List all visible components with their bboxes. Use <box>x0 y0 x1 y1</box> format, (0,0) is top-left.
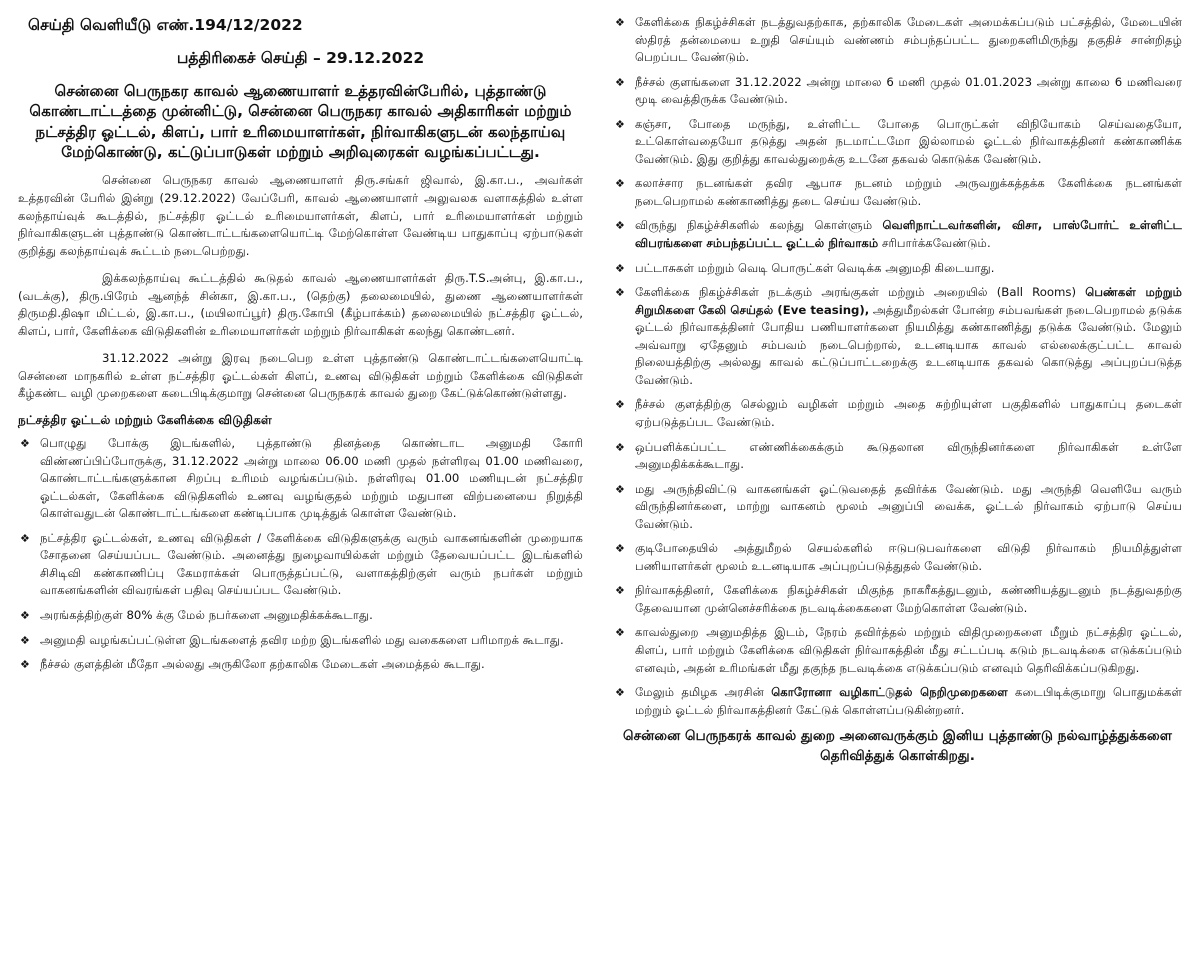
list-item: ❖ காவல்துறை அனுமதித்த இடம், நேரம் தவிர்த்தல் மற்றும் விதிமுறைகளை மீறும் நட்சத்திர ஓட்டல், கிளப், பார் மற்றும் கேளிக்கை விடுதிகள் நிர்வாகத்தின் மீது சட்டப்படி கடும் நடவடிக்கை எடுக்கப்படும் எனவும், அதன் உரிமங்கள் மீது தகுந்த நடவடிக்கை எடுக்கப்படும் எனவும் தெரிவிக்கப்படுகிறது. <box>613 624 1182 677</box>
diamond-bullet-icon: ❖ <box>615 584 625 598</box>
diamond-bullet-icon: ❖ <box>615 16 625 29</box>
list-item: ❖ நிர்வாகத்தினர், கேளிக்கை நிகழ்ச்சிகள் மிகுந்த நாகரீகத்துடனும், கண்ணியத்துடனும் நடத்துவதற்கு தேவையான முன்னெச்சரிக்கை நடவடிக்கைகளை மேற்கொள்ள வேண்டும். <box>613 582 1182 617</box>
list-item: ❖ மேலும் தமிழக அரசின் கொரோனா வழிகாட்டுதல் நெறிமுறைகளை கடைபிடிக்குமாறு பொதுமக்கள் மற்றும் ஓட்டல் நிர்வாகத்தினர் கேட்டுக் கொள்ளப்படுகின்றனர். <box>613 684 1182 719</box>
diamond-bullet-icon: ❖ <box>615 626 625 640</box>
diamond-bullet-icon: ❖ <box>20 633 30 647</box>
diamond-bullet-icon: ❖ <box>615 75 625 89</box>
diamond-bullet-icon: ❖ <box>20 658 30 672</box>
headline: சென்னை பெருநகர காவல் ஆணையாளர் உத்தரவின்பேரில், புத்தாண்டு கொண்டாட்டத்தை முன்னிட்டு, சென்னை பெருநகர காவல் அதிகாரிகள் மற்றும் நட்சத்திர ஓட்டல், கிளப், பார் உரிமையாளர்கள், நிர்வாகிகளுடன் கலந்தாய்வு மேற்கொண்டு, கட்டுப்பாடுகள் மற்றும் அறிவுரைகள் வழங்கப்பட்டது. <box>29 82 572 162</box>
list-item: ❖ அரங்கத்திற்குள் 80% க்கு மேல் நபர்களை அனுமதிக்கக்கூடாது. <box>18 607 583 625</box>
diamond-bullet-icon: ❖ <box>615 219 625 233</box>
list-item: ❖ ஒப்பளிக்கப்பட்ட எண்ணிக்கைக்கும் கூடுதலான விருந்தினர்களை நிர்வாகிகள் உள்ளே அனுமதிக்கக்கூடாது. <box>613 439 1182 474</box>
list-item: ❖ மது அருந்திவிட்டு வாகனங்கள் ஓட்டுவதைத் தவிர்க்க வேண்டும். மது அருந்தி வெளியே வரும் விருந்தினர்களை, மாற்று வாகனம் மூலம் அனுப்பி வைக்க, ஓட்டல் நிர்வாகம் ஏற்பாடு செய்ய வேண்டும். <box>613 481 1182 534</box>
list-item: ❖ பொழுது போக்கு இடங்களில், புத்தாண்டு தினத்தை கொண்டாட அனுமதி கோரி விண்ணப்பிப்போருக்கு, 31.12.2022 அன்று மாலை 06.00 மணி முதல் நள்ளிரவு 01.00 மணிவரை, கொண்டாட்டங்களுக்கான சிறப்பு உரிமம் வழங்கப்படும். நள்ளிரவு 01.00 மணியுடன் நட்சத்திர ஓட்டல்கள், கேளிக்கை விடுதிகளில் உணவு வழங்குதல் மற்றும் மதுபான விற்பனையை நிறுத்தி கொள்வதுடன் கொண்டாட்டங்களை கண்டிப்பாக முடித்துக் கொள்ள வேண்டும். <box>18 435 583 523</box>
right-column <box>597 14 1182 951</box>
list-item: ❖ குடிபோதையில் அத்துமீறல் செயல்களில் ஈடுபடுபவர்களை விடுதி நிர்வாகம் நியமித்துள்ள பணியாளர்கள் மூலம் உடனடியாக அப்புறப்படுத்துதல் வேண்டும். <box>613 540 1182 575</box>
diamond-bullet-icon: ❖ <box>615 398 625 412</box>
diamond-bullet-icon: ❖ <box>615 261 625 275</box>
list-item: ❖ கேளிக்கை நிகழ்ச்சிகள் நடக்கும் அரங்குகள் மற்றும் அறையில் (Ball Rooms) பெண்கள் மற்றும் சிறுமிகளை கேலி செய்தல் (Eve teasing), அத்துமீறல்கள் போன்ற சம்பவங்கள் நடைபெறாமல் தடுக்க ஓட்டல் நிர்வாகத்தினர் போதிய பணியாளர்களை நியமித்து கண்காணித்து தடுக்க வேண்டும். மேலும் அவ்வாறு ஏதேனும் சம்பவம் நடைபெற்றால், உடனடியாக காவல் எல்லைக்குட்பட்ட காவல் நிலையத்திற்கு அல்லது காவல் கட்டுப்பாட்டறைக்கு உடனடியாக தகவல் கொடுத்து அப்புறப்படுத்த வேண்டும். <box>613 284 1182 389</box>
diamond-bullet-icon: ❖ <box>615 482 625 496</box>
diamond-bullet-icon: ❖ <box>615 177 625 191</box>
left-column <box>18 14 597 951</box>
diamond-bullet-icon: ❖ <box>20 437 30 450</box>
list-item: ❖ கஞ்சா, போதை மருந்து, உள்ளிட்ட போதை பொருட்கள் விநியோகம் செய்வதையோ, உட்கொள்வதையோ தடுத்து அதன் நடமாட்டமோ இல்லாமல் ஓட்டல் நிர்வாகத்தினர் கண்காணிக்க வேண்டும். இது குறித்து காவல்துறைக்கு உடனே தகவல் கொடுக்க வேண்டும். <box>613 116 1182 169</box>
release-number: செய்தி வெளியீடு எண்.194/12/2022 <box>28 16 303 34</box>
diamond-bullet-icon: ❖ <box>20 531 30 545</box>
right-bullet-list <box>613 14 1182 719</box>
press-title: பத்திரிகைச் செய்தி – 29.12.2022 <box>176 49 425 67</box>
diamond-bullet-icon: ❖ <box>20 608 30 622</box>
diamond-bullet-icon: ❖ <box>615 440 625 454</box>
list-item: ❖ நீச்சல் குளத்தின் மீதோ அல்லது அருகிலோ தற்காலிக மேடைகள் அமைத்தல் கூடாது. <box>18 656 583 674</box>
list-item: ❖ அனுமதி வழங்கப்பட்டுள்ள இடங்களைத் தவிர மற்ற இடங்களில் மது வகைகளை பரிமாறக் கூடாது. <box>18 632 583 650</box>
paragraph-attendees: இக்கலந்தாய்வு கூட்டத்தில் கூடுதல் காவல் ஆணையாளர்கள் திரு.T.S.அன்பு, இ.கா.ப., (வடக்கு), திரு.பிரேம் ஆனந்த் சின்கா, இ.கா.ப., (தெற்கு) தலைமையில், துணை ஆணையாளர்கள் திருமதி.திஷா மிட்டல், இ.கா.ப., (மயிலாப்பூர்) திரு.கோபி (கீழ்பாக்கம்) தலைமையில் நட்சத்திர ஓட்டல், கிளப், பார், கேளிக்கை விடுதிகளின் உரிமையாளர்கள் மற்றும் நிர்வாகிகள் கலந்து கொண்டனர். <box>18 271 583 338</box>
list-item: ❖ பட்டாசுகள் மற்றும் வெடி பொருட்கள் வெடிக்க அனுமதி கிடையாது. <box>613 260 1182 278</box>
list-item: ❖ நீச்சல் குளத்திற்கு செல்லும் வழிகள் மற்றும் அதை சுற்றியுள்ள பகுதிகளில் பாதுகாப்பு தடைகள் ஏற்படுத்தப்பட வேண்டும். <box>613 396 1182 431</box>
paragraph-intro: சென்னை பெருநகர காவல் ஆணையாளர் திரு.சங்கர் ஜிவால், இ.கா.ப., அவர்கள் உத்தரவின் பேரில் இன்று (29.12.2022) வேப்பேரி, காவல் ஆணையாளர் அலுவலக வளாகத்தில் உள்ள கலந்தாய்வுக் கூடத்தில், நட்சத்திர ஓட்டல் உரிமையாளர்கள், கிளப், பார் உரிமையாளர்கள் மற்றும் நிர்வாகிகளுடன் புத்தாண்டு கொண்டாட்டங்களையொட்டி மேற்கொள்ள வேண்டிய பாதுகாப்பு ஏற்பாடுகள் குறித்து கலந்தாய்வுக் கூட்டம் நடைபெற்றது. <box>18 173 583 258</box>
list-item: ❖ நட்சத்திர ஓட்டல்கள், உணவு விடுதிகள் / கேளிக்கை விடுதிகளுக்கு வரும் வாகனங்களின் முறையாக சோதனை செய்யப்பட வேண்டும். அனைத்து நுழைவாயில்கள் மற்றும் தேவையப்பட்ட இடங்களில் சிசிடிவி கண்காணிப்பு கேமராக்கள் பொருத்தப்பட்டு, வளாகத்திற்குள் வரும் நபர்கள் மற்றும் வாகனங்களின் விவரங்கள் பதிவு செய்யப்பட வேண்டும். <box>18 530 583 600</box>
diamond-bullet-icon: ❖ <box>615 542 625 556</box>
closing-greeting: சென்னை பெருநகரக் காவல் துறை அனைவருக்கும் இனிய புத்தாண்டு நல்வாழ்த்துக்களை தெரிவித்துக் கொள்கிறது. <box>622 728 1172 764</box>
list-item: ❖ கலாச்சார நடனங்கள் தவிர ஆபாச நடனம் மற்றும் அருவறுக்கத்தக்க கேளிக்கை நடனங்கள் நடைபெறாமல் கண்காணித்து தடை செய்ய வேண்டும். <box>613 175 1182 210</box>
section-heading: நட்சத்திர ஓட்டல் மற்றும் கேளிக்கை விடுதிகள் <box>18 413 272 427</box>
list-item: ❖ நீச்சல் குளங்களை 31.12.2022 அன்று மாலை 6 மணி முதல் 01.01.2023 அன்று காலை 6 மணிவரை மூடி வைத்திருக்க வேண்டும். <box>613 74 1182 109</box>
list-item: ❖ கேளிக்கை நிகழ்ச்சிகள் நடத்துவதற்காக, தற்காலிக மேடைகள் அமைக்கப்படும் பட்சத்தில், மேடையின் ஸ்திரத் தன்மையை உறுதி செய்யும் வண்ணம் சம்பந்தப்பட்ட துறைகளிமிருந்து தகுதிச் சான்றிதழ் பெறப்பட வேண்டும். <box>613 14 1182 67</box>
diamond-bullet-icon: ❖ <box>615 286 625 300</box>
diamond-bullet-icon: ❖ <box>615 686 625 700</box>
left-bullet-list <box>18 435 583 674</box>
list-item: ❖ விருந்து நிகழ்ச்சிகளில் கலந்து கொள்ளும் வெளிநாட்டவர்களின், விசா, பாஸ்போர்ட் உள்ளிட்ட விபரங்களை சம்பந்தப்பட்ட ஓட்டல் நிர்வாகம் சரிபார்க்கவேண்டும். <box>613 217 1182 252</box>
diamond-bullet-icon: ❖ <box>615 117 625 131</box>
paragraph-guidelines-intro: 31.12.2022 அன்று இரவு நடைபெற உள்ள புத்தாண்டு கொண்டாட்டங்களையொட்டி சென்னை மாநகரில் உள்ள நட்சத்திர ஓட்டல்கள் கிளப், உணவு விடுதிகள் மற்றும் கேளிக்கை விடுதிகள் கீழ்கண்ட வழி முறைகளை கடைபிடிக்குமாறு சென்னை பெருநகரக் காவல் துறை கேட்டுக்கொண்டுள்ளது. <box>18 351 583 401</box>
